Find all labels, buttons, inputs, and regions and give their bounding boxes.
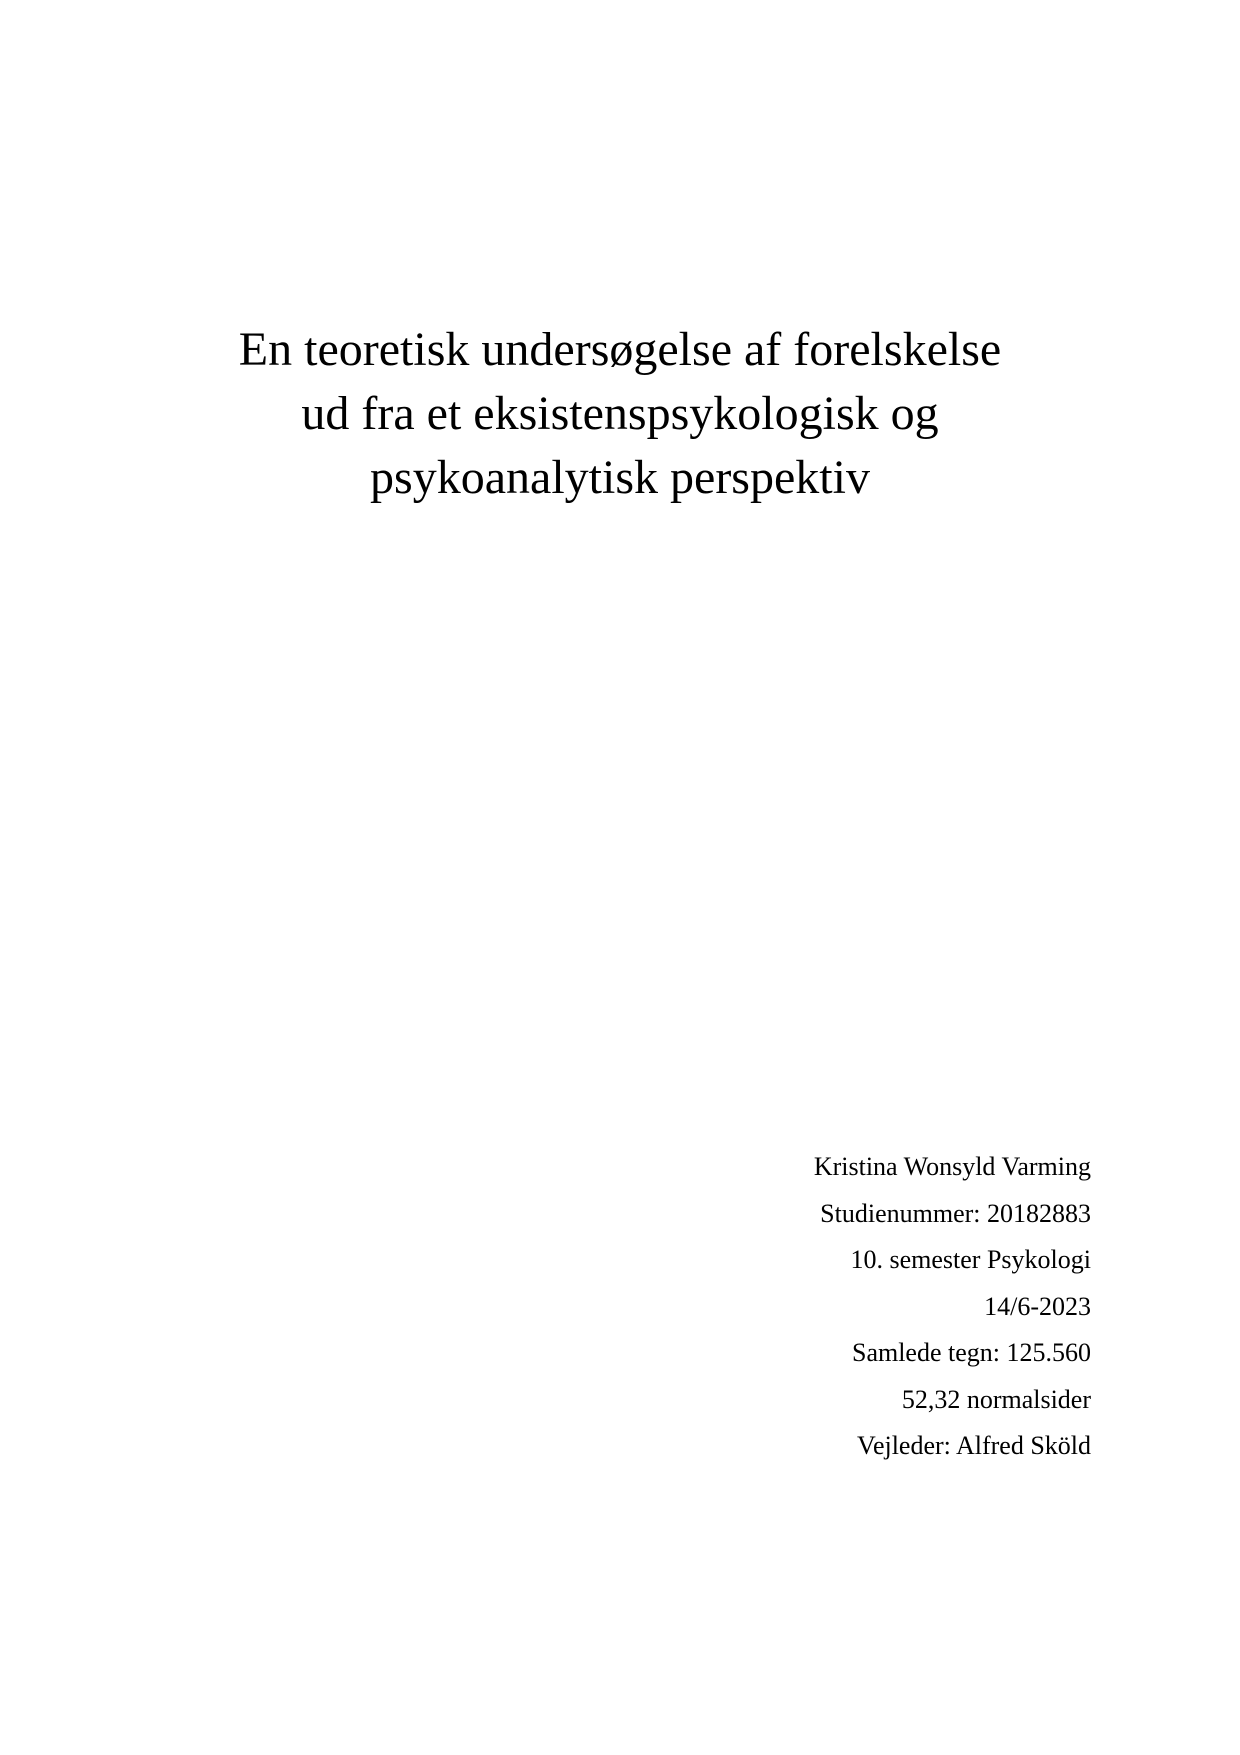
normal-pages: 52,32 normalsider: [901, 1384, 1091, 1414]
title-line-2: ud fra et eksistenspsykologisk og: [301, 387, 939, 440]
author-info: [814, 1144, 1091, 1470]
document-title: [150, 318, 1090, 510]
title-line-3: psykoanalytisk perspektiv: [370, 451, 870, 504]
student-number: Studienummer: 20182883: [820, 1198, 1091, 1228]
submission-date: 14/6-2023: [984, 1291, 1091, 1321]
supervisor: Vejleder: Alfred Sköld: [857, 1431, 1091, 1460]
character-count: Samlede tegn: 125.560: [851, 1338, 1091, 1367]
title-line-1: En teoretisk undersøgelse af forelskelse: [238, 323, 1002, 376]
author-name: Kristina Wonsyld Varming: [813, 1152, 1091, 1181]
semester: 10. semester Psykologi: [850, 1245, 1091, 1274]
